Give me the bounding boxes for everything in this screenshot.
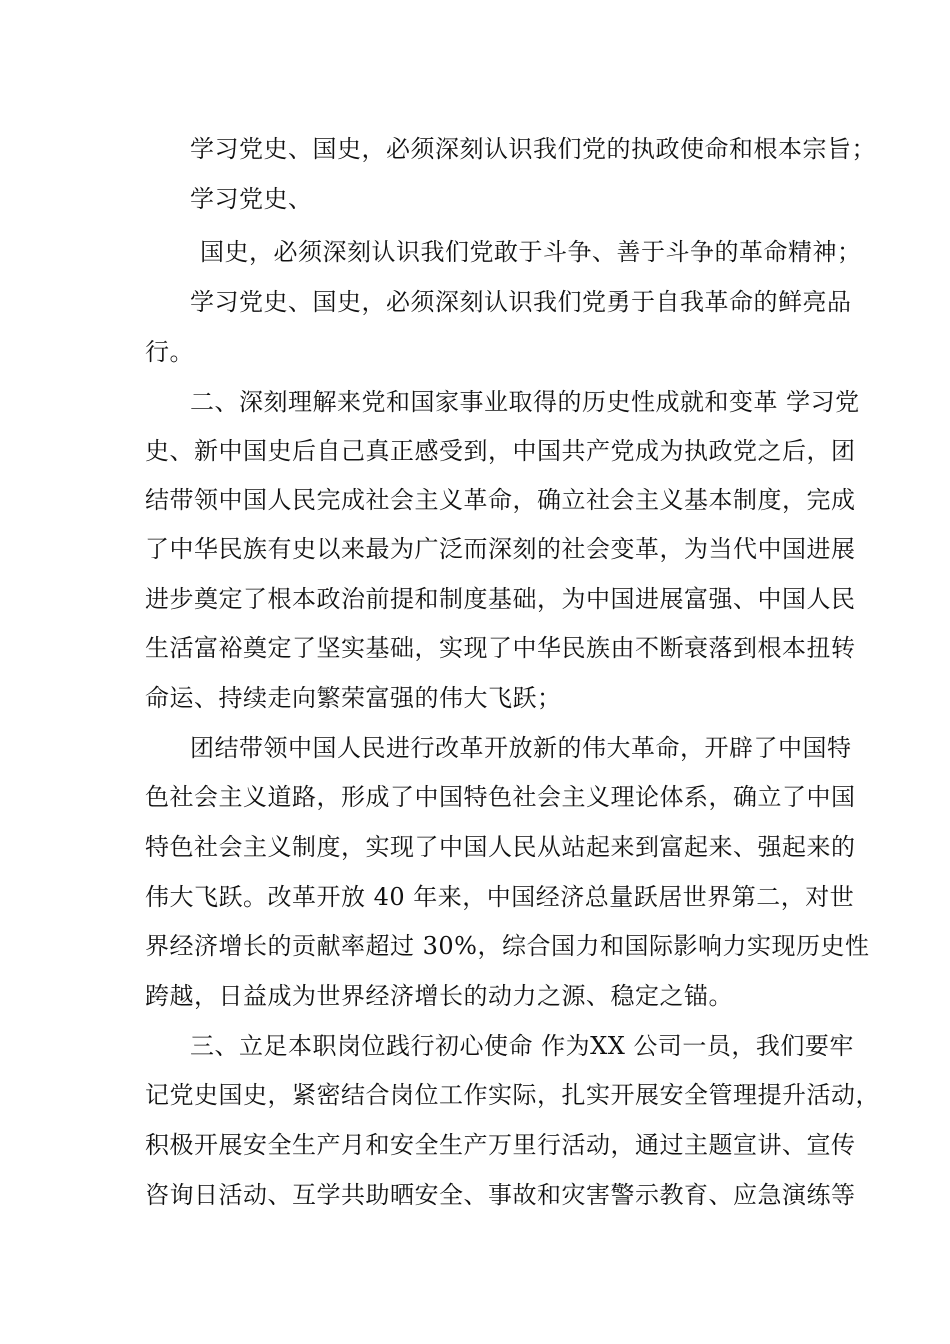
text-line: 结带领中国人民完成社会主义革命，确立社会主义基本制度，完成 — [145, 486, 856, 514]
text-line: 界经济增长的贡献率超过 30%，综合国力和国际影响力实现历史性 — [145, 932, 870, 960]
text-line: 命运、持续走向繁荣富强的伟大飞跃； — [145, 684, 562, 712]
text-line: 学习党史、 — [190, 185, 313, 213]
text-line: 了中华民族有史以来最为广泛而深刻的社会变革，为当代中国进展 — [145, 535, 856, 563]
text-line: 行。 — [145, 338, 194, 366]
text-line: 进步奠定了根本政治前提和制度基础，为中国进展富强、中国人民 — [145, 585, 856, 613]
text-line: 生活富裕奠定了坚实基础，实现了中华民族由不断衰落到根本扭转 — [145, 634, 856, 662]
text-line: 史、新中国史后自己真正感受到，中国共产党成为执政党之后，团 — [145, 437, 856, 465]
text-line: 学习党史、国史，必须深刻认识我们党的执政使命和根本宗旨； — [190, 135, 876, 163]
text-line: 跨越，日益成为世界经济增长的动力之源、稳定之锚。 — [145, 982, 733, 1010]
text-line: 三、立足本职岗位践行初心使命 作为XX 公司一员，我们要牢 — [190, 1032, 854, 1060]
text-line: 咨询日活动、互学共助晒安全、事故和灾害警示教育、应急演练等 — [145, 1181, 856, 1209]
text-line: 积极开展安全生产月和安全生产万里行活动，通过主题宣讲、宣传 — [145, 1131, 856, 1159]
text-line: 学习党史、国史，必须深刻认识我们党勇于自我革命的鲜亮品 — [190, 288, 852, 316]
text-line: 国史，必须深刻认识我们党敢于斗争、善于斗争的革命精神； — [200, 238, 862, 266]
text-line: 伟大飞跃。改革开放 40 年来，中国经济总量跃居世界第二，对世 — [145, 883, 855, 911]
text-line: 团结带领中国人民进行改革开放新的伟大革命，开辟了中国特 — [190, 734, 852, 762]
text-line: 二、深刻理解来党和国家事业取得的历史性成就和变革 学习党 — [190, 388, 860, 416]
text-line: 记党史国史，紧密结合岗位工作实际，扎实开展安全管理提升活动， — [145, 1081, 880, 1109]
text-line: 特色社会主义制度，实现了中国人民从站起来到富起来、强起来的 — [145, 833, 856, 861]
text-line: 色社会主义道路，形成了中国特色社会主义理论体系，确立了中国 — [145, 783, 856, 811]
